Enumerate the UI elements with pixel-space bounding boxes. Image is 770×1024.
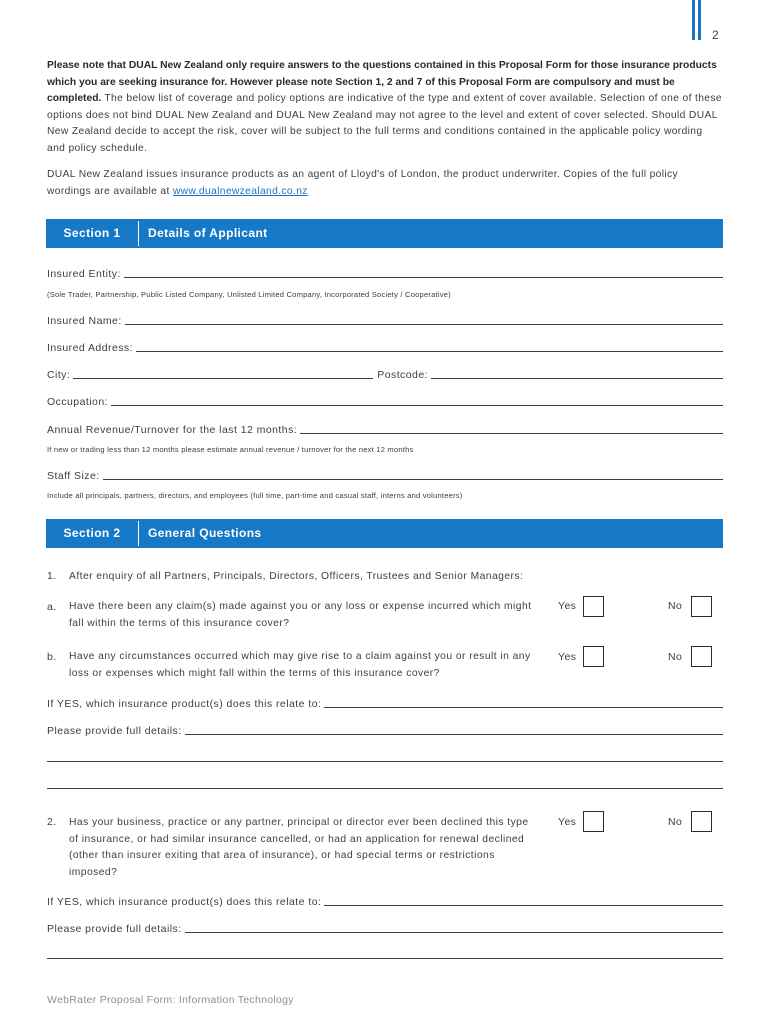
q2-if-yes-input-line[interactable]: [324, 905, 723, 906]
question-2-yes-checkbox[interactable]: [583, 811, 604, 832]
q1-if-yes-field[interactable]: [47, 694, 723, 710]
q2-if-yes-label: If YES, which insurance product(s) does this relate to:: [47, 896, 322, 908]
question-1a-yes-label: Yes: [558, 600, 577, 612]
q1-details-extra-line-2[interactable]: [47, 788, 723, 789]
q2-details-input-line[interactable]: [185, 932, 723, 933]
intro-paragraph-1: [47, 58, 723, 157]
question-1a-yes-checkbox[interactable]: [583, 596, 604, 617]
section-1-divider: [138, 221, 139, 246]
insured-address-field[interactable]: [47, 338, 723, 354]
question-1-number: 1.: [47, 570, 57, 582]
occupation-label: Occupation:: [47, 396, 108, 408]
staff-size-label: Staff Size:: [47, 470, 100, 482]
city-label: City:: [47, 369, 71, 381]
question-1b-yes-checkbox[interactable]: [583, 646, 604, 667]
intro-bold-notice: Please note that DUAL New Zealand only require answers to the questions contained in this Proposal Form for those insurance products which you are seeking insurance for. However please note Section 1, 2 and 7 of this Proposal Form are compulsory and must be completed.: [47, 60, 717, 104]
revenue-field[interactable]: [47, 420, 723, 436]
occupation-input-line[interactable]: [111, 405, 723, 406]
question-1a-text: Have there been any claim(s) made against you or any loss or expense incurred which might fall within the terms of this insurance cover?: [69, 601, 532, 629]
question-1a-no-checkbox[interactable]: [691, 596, 712, 617]
insured-address-label: Insured Address:: [47, 342, 133, 354]
question-1b-yes-label: Yes: [558, 651, 577, 663]
section-1-number: Section 1: [63, 226, 121, 240]
q1-details-label: Please provide full details:: [47, 725, 182, 737]
header-accent-bar-right: [698, 0, 701, 40]
q2-details-label: Please provide full details:: [47, 923, 182, 935]
section-1-header: [46, 219, 723, 248]
staff-size-note: Include all principals, partners, directors, and employees (full time, part-time and casual staff, interns and volunteers): [47, 491, 463, 500]
occupation-field[interactable]: [47, 392, 723, 408]
section-2-divider: [138, 521, 139, 546]
revenue-label: Annual Revenue/Turnover for the last 12 months:: [47, 424, 298, 436]
insured-address-input-line[interactable]: [136, 351, 723, 352]
section-2-number: Section 2: [63, 526, 121, 540]
insured-name-label: Insured Name:: [47, 315, 122, 327]
question-2-no-checkbox[interactable]: [691, 811, 712, 832]
insured-entity-label: Insured Entity:: [47, 268, 121, 280]
section-1-title: Details of Applicant: [148, 226, 268, 240]
insured-name-input-line[interactable]: [125, 324, 723, 325]
question-1b-text: Have any circumstances occurred which may give rise to a claim against you or result in any loss or expenses which might fall within the terms of this insurance cover?: [69, 651, 531, 679]
question-2-text: Has your business, practice or any partner, principal or director ever been declined this type of insurance, or had similar insurance cancelled, or had an application for renewal declined (other than insurer exiting that area of insurance), or had special terms or restrictions imposed?: [69, 817, 529, 878]
insured-entity-field[interactable]: [47, 264, 723, 280]
question-2-yes-label: Yes: [558, 816, 577, 828]
policy-wordings-link[interactable]: www.dualnewzealand.co.nz: [172, 185, 308, 197]
intro-text: [47, 58, 723, 200]
q2-details-extra-line-1[interactable]: [47, 958, 723, 959]
insured-entity-input-line[interactable]: [124, 277, 723, 278]
q1-details-extra-line-1[interactable]: [47, 761, 723, 762]
q1-if-yes-label: If YES, which insurance product(s) does this relate to:: [47, 698, 322, 710]
q1-details-input-line[interactable]: [185, 734, 723, 735]
city-postcode-row: [47, 365, 723, 381]
q1-details-field[interactable]: [47, 721, 723, 737]
intro-paragraph-2-text: DUAL New Zealand issues insurance products as an agent of Lloyd's of London, the product underwriter. Copies of the full policy wordings are available at: [47, 169, 679, 197]
q2-if-yes-field[interactable]: [47, 892, 723, 908]
revenue-input-line[interactable]: [300, 433, 723, 434]
staff-size-input-line[interactable]: [103, 479, 723, 480]
postcode-input-line[interactable]: [431, 378, 723, 379]
question-2-no-label: No: [668, 816, 683, 828]
page-footer: WebRater Proposal Form: Information Technology: [47, 994, 294, 1006]
intro-paragraph-1-rest: The below list of coverage and policy options are indicative of the type and extent of cover available. Selection of one of these options does not bind DUAL New Zealand and DUAL New Zealand may not agree to the level and extent of cover selected. Should DUAL New Zealand decide to accept the risk, cover will be subject to the full terms and conditions contained in the applicable policy wording and policy schedule.: [47, 93, 722, 154]
insured-name-field[interactable]: [47, 311, 723, 327]
revenue-note: If new or trading less than 12 months please estimate annual revenue / turnover for the next 12 months: [47, 445, 414, 454]
section-2-title: General Questions: [148, 526, 262, 540]
header-accent-bar-left: [692, 0, 695, 40]
postcode-label: Postcode:: [377, 369, 428, 381]
question-1b-no-checkbox[interactable]: [691, 646, 712, 667]
question-1a-number: a.: [47, 601, 57, 613]
section-2-header: [46, 519, 723, 548]
city-input-line[interactable]: [73, 378, 373, 379]
question-2-number: 2.: [47, 816, 57, 828]
staff-size-field[interactable]: [47, 466, 723, 482]
question-1-text: After enquiry of all Partners, Principals, Directors, Officers, Trustees and Senior Managers:: [69, 571, 524, 582]
q1-if-yes-input-line[interactable]: [324, 707, 723, 708]
q2-details-field[interactable]: [47, 919, 723, 935]
intro-paragraph-2: [47, 167, 723, 200]
question-1a-no-label: No: [668, 600, 683, 612]
question-1b-number: b.: [47, 651, 57, 663]
question-1b-no-label: No: [668, 651, 683, 663]
insured-entity-note: (Sole Trader, Partnership, Public Listed Company, Unlisted Limited Company, Incorporated Society / Cooperative): [47, 290, 451, 299]
page-number: 2: [712, 28, 720, 42]
